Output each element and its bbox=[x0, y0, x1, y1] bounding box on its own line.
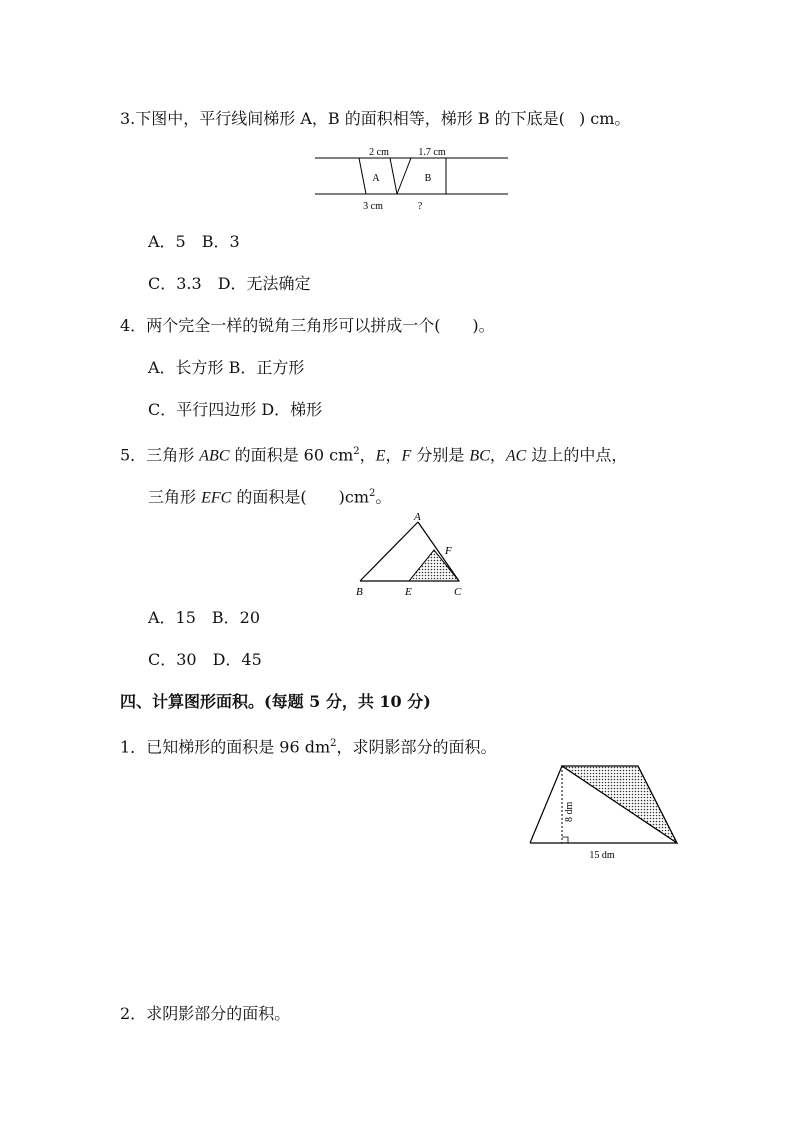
q3-trap-b-left bbox=[397, 158, 411, 194]
p1-trap-left bbox=[530, 766, 562, 843]
p1-number: 1． bbox=[120, 737, 147, 757]
q3-stem bbox=[120, 109, 630, 129]
q5-side-ba bbox=[360, 522, 418, 581]
q5-text: 的面积是( )cm bbox=[231, 487, 370, 507]
q5-figure bbox=[352, 508, 472, 600]
q5-text: 分别是 bbox=[411, 445, 470, 465]
q5-e: E bbox=[375, 447, 386, 465]
p1-stem bbox=[120, 734, 497, 757]
q3-label-top-a: 2 cm bbox=[369, 147, 389, 158]
q5-label-f: F bbox=[445, 545, 452, 557]
q3-text-after: ) cm。 bbox=[578, 109, 631, 128]
q5-efc: EFC bbox=[201, 489, 232, 507]
p1-base-label: 15 dm bbox=[589, 850, 615, 861]
q3-label-bottom-b: ? bbox=[417, 201, 423, 212]
p1-height-label: 8 dm bbox=[564, 801, 575, 822]
q3-options-2: C．3.3 D．无法确定 bbox=[148, 274, 311, 293]
q3-label-top-b: 1.7 cm bbox=[418, 147, 446, 158]
q5-text: ， bbox=[489, 445, 506, 465]
q4-options-1: A．长方形 B．正方形 bbox=[148, 358, 305, 377]
p1-text: 已知梯形的面积是 96 dm bbox=[146, 737, 331, 757]
q5-stem-line1 bbox=[120, 442, 627, 466]
p1-figure bbox=[526, 760, 682, 866]
q5-bc: BC bbox=[469, 447, 490, 465]
q5-number: 5． bbox=[120, 445, 147, 465]
q5-f: F bbox=[401, 447, 412, 465]
q5-text: 边上的中点， bbox=[526, 445, 628, 465]
p2-text: 求阴影部分的面积。 bbox=[146, 1004, 291, 1023]
q3-trap-a-right bbox=[390, 158, 397, 194]
q5-text: 的面积是 60 cm bbox=[229, 445, 354, 465]
q5-text: ， bbox=[385, 445, 402, 465]
q5-sup: 2 bbox=[353, 446, 360, 457]
q5-label-e: E bbox=[405, 586, 412, 598]
q3-label-a: A bbox=[372, 173, 380, 184]
q5-sup: 2 bbox=[369, 488, 376, 499]
q3-label-b: B bbox=[424, 173, 432, 184]
q3-trap-a-left bbox=[359, 158, 366, 194]
p2-stem bbox=[120, 1004, 290, 1024]
q3-label-bottom-a: 3 cm bbox=[363, 201, 383, 212]
q5-text: 。 bbox=[375, 487, 392, 507]
q4-stem bbox=[120, 316, 495, 336]
q5-abc: ABC bbox=[199, 447, 230, 465]
p1-text: ，求阴影部分的面积。 bbox=[336, 737, 497, 757]
q5-stem-line2 bbox=[148, 484, 391, 508]
q3-options-1: A．5 B．3 bbox=[148, 232, 240, 251]
q3-number: 3. bbox=[120, 109, 136, 128]
q5-label-c: C bbox=[454, 586, 462, 598]
p1-right-angle-mark bbox=[562, 837, 568, 843]
q5-label-a: A bbox=[414, 511, 421, 523]
q5-ac: AC bbox=[505, 447, 527, 465]
q5-label-b: B bbox=[356, 586, 363, 598]
section4-heading: 四、计算图形面积。(每题 5 分，共 10 分) bbox=[120, 692, 431, 711]
q3-text-before: 下图中，平行线间梯形 A，B 的面积相等，梯形 B 的下底是( bbox=[135, 109, 565, 128]
q4-number: 4． bbox=[120, 316, 147, 335]
q5-text: 三角形 bbox=[148, 487, 202, 507]
q4-text: 两个完全一样的锐角三角形可以拼成一个( )。 bbox=[146, 316, 495, 335]
q5-text: 三角形 bbox=[146, 445, 200, 465]
q5-options-2: C．30 D．45 bbox=[148, 650, 262, 669]
p2-number: 2． bbox=[120, 1004, 147, 1023]
q3-figure bbox=[310, 144, 510, 214]
q4-options-2: C．平行四边形 D．梯形 bbox=[148, 400, 323, 419]
q5-text: ， bbox=[359, 445, 376, 465]
q5-options-1: A．15 B．20 bbox=[148, 608, 261, 627]
p1-sup: 2 bbox=[330, 738, 337, 749]
